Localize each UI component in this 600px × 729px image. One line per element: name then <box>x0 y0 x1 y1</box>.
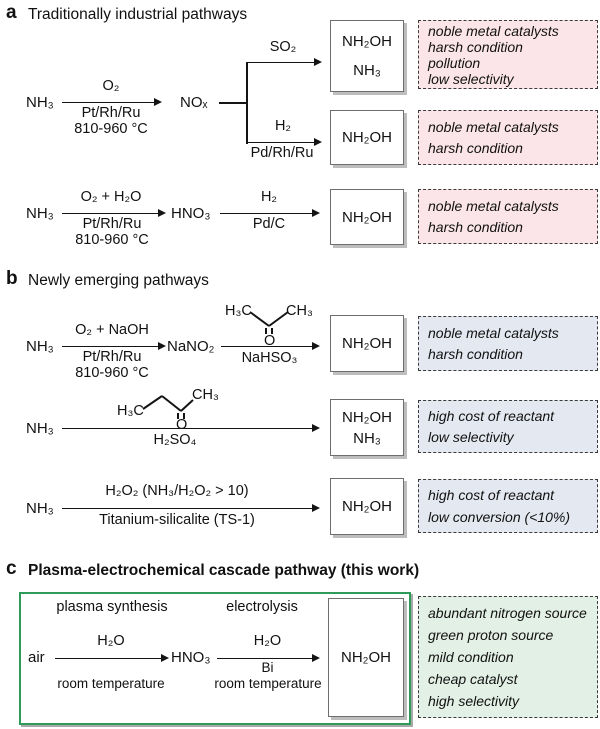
reagent-above-label: O₂ + NaOH <box>75 322 149 338</box>
product-formula: NH₂OH <box>342 498 392 515</box>
note-line: abundant nitrogen source <box>428 604 587 621</box>
intermediate-formula: NOₓ <box>180 94 208 111</box>
reagent-above-label: O₂ + H₂O <box>80 189 142 205</box>
reaction-arrow <box>221 346 318 347</box>
reaction-arrow <box>246 62 320 63</box>
section-b-label: b <box>6 268 18 289</box>
reaction-arrow <box>62 346 164 347</box>
acetone-structure <box>224 299 316 345</box>
intermediate-formula: HNO₃ <box>171 205 211 222</box>
catalyst-label: Bi <box>261 660 274 675</box>
note-line: noble metal catalysts <box>428 197 559 214</box>
carbonyl-oxygen-label: O <box>264 333 276 345</box>
reaction-arrow <box>62 102 160 103</box>
note-line: harsh condition <box>428 140 523 157</box>
reagent-above-label: H₂O₂ (NH₃/H₂O₂ > 10) <box>105 483 249 499</box>
reagent-above-label: H₂ <box>260 189 278 205</box>
drawbacks-note <box>418 400 598 453</box>
condition-label: 810-960 °C <box>74 121 148 137</box>
advantages-note <box>418 596 598 718</box>
drawbacks-note <box>418 189 598 244</box>
product-formula: NH₃ <box>353 62 381 79</box>
stage-label-electrolysis: electrolysis <box>226 599 298 615</box>
bond <box>269 312 288 326</box>
section-c-label: c <box>6 558 17 579</box>
methyl-group-label: H₃C <box>225 303 252 319</box>
reagent-above-label: H₂ <box>274 118 292 134</box>
methyl-group-label: H₃C <box>117 403 144 419</box>
reagent-above-label: H₂O <box>97 633 125 649</box>
reactant-formula: NH₃ <box>26 338 54 355</box>
carbonyl-oxygen-label: O <box>176 417 188 429</box>
condition-label: room temperature <box>214 676 322 691</box>
stage-label-plasma: plasma synthesis <box>56 599 168 615</box>
reaction-arrow <box>62 508 318 509</box>
intermediate-formula: HNO₃ <box>171 649 211 666</box>
catalyst-label: NaHSO₃ <box>241 350 298 366</box>
note-line: noble metal catalysts <box>428 23 559 39</box>
product-box <box>330 478 404 535</box>
section-c-title: Plasma-electrochemical cascade pathway (this work) <box>28 562 420 579</box>
note-line: harsh condition <box>428 346 523 363</box>
catalyst-label: Pt/Rh/Ru <box>82 349 142 365</box>
product-box <box>330 110 404 165</box>
reactant-formula: NH₃ <box>26 94 54 111</box>
methyl-group-label: CH₃ <box>286 303 313 319</box>
note-line: noble metal catalysts <box>428 324 559 341</box>
note-line: low conversion (<10%) <box>428 508 571 525</box>
reactant-formula: NH₃ <box>26 500 54 517</box>
product-formula: NH₂OH <box>342 335 392 352</box>
reactant-formula: air <box>28 649 45 666</box>
drawbacks-note <box>418 110 598 165</box>
drawbacks-note <box>418 316 598 371</box>
catalyst-label: Pt/Rh/Ru <box>81 105 141 121</box>
section-a-label: a <box>6 2 17 23</box>
note-line: noble metal catalysts <box>428 118 559 135</box>
catalyst-label: Titanium-silicalite (TS-1) <box>99 512 255 528</box>
bond <box>250 312 269 326</box>
product-box <box>330 189 404 245</box>
catalyst-label: H₂SO₄ <box>153 432 197 448</box>
product-formula: NH₂OH <box>342 208 392 226</box>
product-formula: NH₂OH <box>342 33 392 50</box>
reagent-above-label: SO₂ <box>269 39 297 55</box>
reaction-arrow <box>217 658 318 659</box>
product-box <box>328 598 404 717</box>
note-line: low selectivity <box>428 71 514 88</box>
butanone-structure <box>116 384 226 429</box>
product-formula: NH₂OH <box>342 408 392 426</box>
fork-stem-line <box>219 102 247 104</box>
reaction-arrow <box>55 658 167 659</box>
note-line: mild condition <box>428 648 514 665</box>
product-box <box>330 20 404 92</box>
reaction-arrow <box>246 142 320 143</box>
intermediate-formula: NaNO₂ <box>167 338 215 355</box>
drawbacks-note <box>418 20 598 89</box>
condition-label: 810-960 °C <box>75 232 149 248</box>
reagent-above-label: H₂O <box>253 633 282 649</box>
product-formula: NH₃ <box>353 429 381 447</box>
catalyst-label: Pd/Rh/Ru <box>250 145 314 161</box>
reactant-formula: NH₃ <box>26 420 54 437</box>
note-line: harsh condition <box>428 219 523 236</box>
bond <box>162 396 181 411</box>
note-line: green proton source <box>428 626 554 643</box>
reagent-above-label: O₂ <box>102 78 120 94</box>
note-line: pollution <box>428 55 481 72</box>
drawbacks-note <box>418 479 598 533</box>
catalyst-label: Pt/Rh/Ru <box>82 216 142 232</box>
note-line: high cost of reactant <box>428 407 555 424</box>
section-b-title: Newly emerging pathways <box>28 272 209 289</box>
note-line: low selectivity <box>428 428 514 445</box>
note-line: high selectivity <box>428 692 520 709</box>
product-box <box>330 399 404 456</box>
methyl-group-label: CH₃ <box>192 387 219 403</box>
reactant-formula: NH₃ <box>26 205 54 222</box>
note-line: high cost of reactant <box>428 487 555 504</box>
product-formula: NH₂OH <box>341 649 391 666</box>
catalyst-label: Pd/C <box>252 216 286 232</box>
reaction-arrow <box>62 213 164 214</box>
note-line: harsh condition <box>428 39 523 56</box>
bond <box>143 396 162 409</box>
reaction-arrow <box>220 213 318 214</box>
product-formula: NH₂OH <box>342 129 392 146</box>
section-a-title: Traditionally industrial pathways <box>28 6 248 23</box>
condition-label: room temperature <box>57 676 165 691</box>
note-line: cheap catalyst <box>428 670 518 687</box>
reaction-arrow <box>62 428 318 429</box>
product-box <box>330 315 404 372</box>
condition-label: 810-960 °C <box>75 365 149 381</box>
